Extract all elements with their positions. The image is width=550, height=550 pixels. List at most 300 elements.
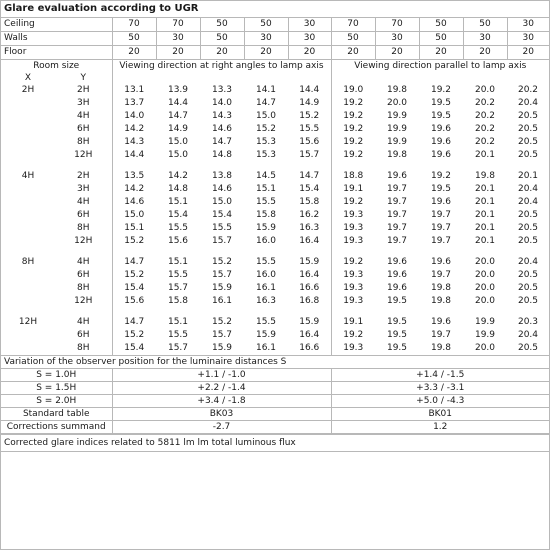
ugr-value: 19.5: [386, 343, 408, 353]
spacer-cell: [112, 72, 331, 84]
ugr-value: 15.4: [299, 184, 320, 194]
ugr-row: [1, 136, 549, 149]
ugr-value: 19.7: [386, 197, 408, 207]
reflectance-value: 30: [375, 32, 419, 46]
variation-row: [1, 382, 549, 395]
ugr-value: 14.3: [211, 111, 233, 121]
ugr-value: 20.0: [474, 296, 496, 306]
ugr-value: 20.2: [474, 124, 496, 134]
ugr-row: [1, 170, 549, 183]
variation-right-angles: +1.1 / -1.0: [112, 369, 331, 382]
ugr-value: 15.5: [167, 330, 189, 340]
room-x: 8H: [21, 257, 35, 267]
ugr-value: 15.5: [255, 197, 277, 207]
ugr-row: [1, 269, 549, 282]
ugr-row: [1, 222, 549, 235]
flux-note: Corrected glare indices related to 5811 lm lm total luminous flux: [1, 434, 549, 452]
reflectance-value: 30: [156, 32, 200, 46]
reflectance-value: 20: [156, 46, 200, 60]
corrections-row: [1, 421, 549, 434]
ugr-row: [1, 329, 549, 342]
reflectance-value: 20: [200, 46, 244, 60]
room-x: 2H: [21, 85, 35, 95]
room-y: 4H: [77, 197, 90, 207]
ugr-value: 15.5: [167, 223, 189, 233]
room-x: [1, 222, 55, 235]
variation-row: [1, 395, 549, 408]
ugr-value: 20.0: [474, 257, 496, 267]
spacing-label: S = 1.5H: [1, 382, 112, 395]
room-x: [1, 97, 55, 110]
ugr-value: 19.2: [331, 136, 375, 149]
ugr-value: 19.8: [386, 150, 408, 160]
reflectance-row: [1, 46, 549, 60]
ugr-value: 14.7: [112, 316, 156, 329]
ugr-value: 19.7: [430, 223, 452, 233]
room-y: 4H: [77, 317, 90, 327]
ugr-value: 19.6: [430, 124, 452, 134]
ugr-value: 14.7: [299, 171, 320, 181]
spacing-label: S = 1.0H: [1, 369, 112, 382]
reflectance-label: Ceiling: [1, 18, 112, 32]
ugr-value: 13.8: [211, 171, 233, 181]
ugr-value: 20.2: [474, 137, 496, 147]
room-x: [1, 136, 55, 149]
ugr-value: 20.0: [474, 283, 496, 293]
room-y: 6H: [77, 210, 90, 220]
ugr-value: 14.0: [112, 110, 156, 123]
reflectance-label: Walls: [1, 32, 112, 46]
ugr-value: 20.4: [517, 184, 539, 194]
variation-title: Variation of the observer position for the luminaire distances S: [1, 356, 549, 369]
ugr-value: 19.7: [430, 330, 452, 340]
ugr-value: 18.8: [331, 170, 375, 183]
ugr-value: 20.4: [517, 98, 539, 108]
corrections-parallel: 1.2: [331, 421, 549, 434]
ugr-value: 15.0: [255, 111, 277, 121]
ugr-value: 15.9: [211, 343, 233, 353]
ugr-value: 19.2: [430, 171, 452, 181]
room-y: 12H: [74, 236, 93, 246]
ugr-value: 15.1: [255, 184, 277, 194]
ugr-value: 19.5: [386, 317, 408, 327]
ugr-value: 19.2: [331, 97, 375, 110]
reflectance-value: 50: [200, 18, 244, 32]
reflectance-value: 20: [463, 46, 507, 60]
ugr-value: 19.5: [430, 184, 452, 194]
reflectance-value: 50: [112, 32, 156, 46]
ugr-value: 20.5: [517, 270, 539, 280]
ugr-value: 19.3: [331, 209, 375, 222]
ugr-value: 19.5: [430, 111, 452, 121]
ugr-value: 20.5: [517, 343, 539, 353]
ugr-value: 20.4: [517, 257, 539, 267]
reflectance-value: 50: [419, 18, 463, 32]
ugr-value: 19.2: [331, 110, 375, 123]
standard-table-parallel: BK01: [331, 408, 549, 421]
ugr-value: 16.6: [299, 283, 320, 293]
reflectance-value: 20: [419, 46, 463, 60]
ugr-value: 15.0: [112, 209, 156, 222]
ugr-value: 14.2: [167, 171, 189, 181]
room-y: 8H: [77, 223, 90, 233]
ugr-value: 19.8: [430, 283, 452, 293]
ugr-value: 19.9: [386, 124, 408, 134]
ugr-value: 19.9: [386, 137, 408, 147]
room-y: 6H: [77, 270, 90, 280]
ugr-value: 20.0: [474, 343, 496, 353]
ugr-value: 13.9: [167, 85, 189, 95]
reflectance-value: 50: [331, 32, 375, 46]
reflectance-row: [1, 18, 549, 32]
right-angles-caption: Viewing direction at right angles to lamp axis: [112, 60, 331, 73]
room-x: [1, 342, 55, 356]
ugr-value: 19.5: [386, 296, 408, 306]
ugr-value: 15.7: [167, 283, 189, 293]
ugr-value: 15.6: [299, 137, 320, 147]
ugr-value: 15.2: [112, 235, 156, 248]
ugr-value: 19.7: [386, 236, 408, 246]
reflectance-value: 30: [288, 18, 331, 32]
ugr-value: 20.1: [474, 236, 496, 246]
ugr-value: 15.5: [299, 124, 320, 134]
ugr-value: 19.9: [474, 317, 496, 327]
room-y: 12H: [74, 296, 93, 306]
ugr-row: [1, 123, 549, 136]
x-label: X: [24, 73, 32, 83]
room-x: [1, 295, 55, 308]
ugr-value: 14.4: [112, 149, 156, 162]
room-y: 8H: [77, 343, 90, 353]
corrections-right-angles: -2.7: [112, 421, 331, 434]
ugr-value: 19.7: [430, 236, 452, 246]
ugr-value: 15.4: [112, 282, 156, 295]
caption-row: [1, 60, 549, 73]
ugr-value: 19.6: [430, 150, 452, 160]
room-y: 8H: [77, 283, 90, 293]
ugr-value: 19.1: [331, 183, 375, 196]
ugr-table: [1, 18, 549, 434]
ugr-value: 15.0: [167, 150, 189, 160]
ugr-value: 14.9: [299, 98, 320, 108]
ugr-value: 15.5: [255, 317, 277, 327]
ugr-value: 16.8: [299, 296, 320, 306]
ugr-value: 19.6: [430, 197, 452, 207]
ugr-value: 19.1: [331, 316, 375, 329]
ugr-value: 15.9: [299, 257, 320, 267]
room-y: 8H: [77, 137, 90, 147]
variation-right-angles: +3.4 / -1.8: [112, 395, 331, 408]
reflectance-value: 30: [507, 32, 549, 46]
ugr-value: 15.6: [167, 236, 189, 246]
room-y: 3H: [77, 184, 90, 194]
ugr-value: 20.1: [474, 197, 496, 207]
standard-table-row: [1, 408, 549, 421]
ugr-value: 16.0: [255, 236, 277, 246]
ugr-value: 20.5: [517, 210, 539, 220]
ugr-value: 13.7: [112, 97, 156, 110]
reflectance-value: 70: [156, 18, 200, 32]
room-x: 12H: [18, 317, 38, 327]
ugr-row: [1, 84, 549, 97]
ugr-value: 15.2: [211, 257, 233, 267]
ugr-value: 15.8: [167, 296, 189, 306]
standard-table-label: Standard table: [1, 408, 112, 421]
ugr-value: 20.0: [474, 85, 496, 95]
ugr-value: 19.6: [386, 257, 408, 267]
room-size-label: Room size: [33, 61, 80, 71]
ugr-value: 19.5: [386, 330, 408, 340]
ugr-value: 19.8: [474, 171, 496, 181]
ugr-value: 19.6: [386, 270, 408, 280]
reflectance-value: 20: [507, 46, 549, 60]
ugr-value: 14.7: [211, 137, 233, 147]
ugr-value: 14.7: [167, 111, 189, 121]
ugr-value: 14.2: [112, 123, 156, 136]
group-gap: [1, 308, 549, 316]
ugr-value: 19.3: [331, 295, 375, 308]
ugr-row: [1, 235, 549, 248]
ugr-value: 20.5: [517, 124, 539, 134]
room-y: 3H: [77, 98, 90, 108]
room-x: [1, 183, 55, 196]
y-label: Y: [80, 73, 86, 83]
ugr-value: 13.3: [211, 85, 233, 95]
axis-caption-row: [1, 72, 549, 84]
ugr-value: 15.7: [211, 330, 233, 340]
parallel-caption: Viewing direction parallel to lamp axis: [331, 60, 549, 73]
room-y: 6H: [77, 330, 90, 340]
ugr-value: 15.9: [299, 317, 320, 327]
reflectance-value: 20: [112, 46, 156, 60]
room-x: [1, 110, 55, 123]
ugr-value: 15.7: [211, 236, 233, 246]
room-y: 4H: [77, 257, 90, 267]
ugr-row: [1, 256, 549, 269]
ugr-value: 19.3: [331, 282, 375, 295]
ugr-value: 20.5: [517, 236, 539, 246]
room-x: [1, 329, 55, 342]
ugr-row: [1, 97, 549, 110]
ugr-row: [1, 196, 549, 209]
ugr-value: 19.6: [430, 257, 452, 267]
ugr-value: 13.1: [112, 84, 156, 97]
ugr-value: 16.4: [299, 236, 320, 246]
ugr-value: 20.2: [474, 98, 496, 108]
ugr-value: 20.4: [517, 197, 539, 207]
ugr-value: 19.3: [331, 269, 375, 282]
ugr-value: 15.4: [112, 342, 156, 356]
ugr-value: 14.7: [255, 98, 277, 108]
ugr-row: [1, 282, 549, 295]
ugr-value: 15.4: [167, 210, 189, 220]
ugr-value: 15.1: [167, 197, 189, 207]
ugr-value: 14.0: [211, 98, 233, 108]
variation-parallel: +5.0 / -4.3: [331, 395, 549, 408]
room-x: [1, 235, 55, 248]
corrections-label: Corrections summand: [1, 421, 112, 434]
ugr-row: [1, 342, 549, 356]
ugr-value: 14.6: [211, 184, 233, 194]
ugr-value: 19.3: [331, 222, 375, 235]
room-y: 4H: [77, 111, 90, 121]
ugr-value: 20.2: [474, 111, 496, 121]
ugr-value: 16.3: [299, 223, 320, 233]
ugr-value: 20.1: [474, 210, 496, 220]
reflectance-value: 70: [112, 18, 156, 32]
room-x: [1, 123, 55, 136]
ugr-value: 15.5: [167, 270, 189, 280]
ugr-row: [1, 149, 549, 162]
room-x: [1, 282, 55, 295]
variation-title-row: [1, 356, 549, 369]
ugr-value: 19.2: [331, 329, 375, 342]
ugr-value: 19.6: [430, 137, 452, 147]
ugr-value: 16.0: [255, 270, 277, 280]
ugr-value: 15.8: [255, 210, 277, 220]
ugr-value: 15.9: [255, 330, 277, 340]
ugr-value: 14.1: [255, 85, 277, 95]
sheet-title: Glare evaluation according to UGR: [1, 1, 549, 18]
ugr-value: 14.8: [211, 150, 233, 160]
ugr-value: 15.5: [211, 223, 233, 233]
reflectance-value: 30: [507, 18, 549, 32]
reflectance-value: 70: [375, 18, 419, 32]
reflectance-row: [1, 32, 549, 46]
ugr-row: [1, 110, 549, 123]
ugr-value: 19.0: [331, 84, 375, 97]
spacing-label: S = 2.0H: [1, 395, 112, 408]
ugr-value: 19.8: [430, 343, 452, 353]
ugr-value: 15.7: [299, 150, 320, 160]
ugr-value: 20.5: [517, 296, 539, 306]
ugr-value: 15.6: [112, 295, 156, 308]
ugr-value: 20.4: [517, 330, 539, 340]
variation-row: [1, 369, 549, 382]
ugr-value: 14.3: [112, 136, 156, 149]
ugr-value: 19.6: [430, 317, 452, 327]
ugr-value: 19.6: [386, 283, 408, 293]
ugr-value: 16.1: [255, 283, 277, 293]
room-x: 4H: [21, 171, 35, 181]
ugr-value: 14.2: [112, 183, 156, 196]
reflectance-value: 30: [288, 32, 331, 46]
ugr-value: 19.8: [430, 296, 452, 306]
ugr-value: 15.1: [167, 317, 189, 327]
room-x: [1, 209, 55, 222]
ugr-value: 15.3: [255, 137, 277, 147]
ugr-value: 16.4: [299, 330, 320, 340]
variation-right-angles: +2.2 / -1.4: [112, 382, 331, 395]
ugr-row: [1, 295, 549, 308]
ugr-value: 16.4: [299, 270, 320, 280]
ugr-value: 16.1: [211, 296, 233, 306]
ugr-value: 15.9: [211, 283, 233, 293]
ugr-value: 19.7: [386, 184, 408, 194]
ugr-value: 14.5: [255, 171, 277, 181]
ugr-value: 14.9: [167, 124, 189, 134]
standard-table-right-angles: BK03: [112, 408, 331, 421]
ugr-value: 15.8: [299, 197, 320, 207]
ugr-value: 15.7: [211, 270, 233, 280]
ugr-value: 15.3: [255, 150, 277, 160]
ugr-value: 15.1: [167, 257, 189, 267]
ugr-value: 20.1: [474, 184, 496, 194]
ugr-value: 19.2: [430, 85, 452, 95]
ugr-value: 20.5: [517, 111, 539, 121]
ugr-value: 20.5: [517, 283, 539, 293]
ugr-value: 14.8: [167, 184, 189, 194]
room-x: [1, 196, 55, 209]
ugr-value: 13.5: [112, 170, 156, 183]
ugr-value: 15.0: [211, 197, 233, 207]
reflectance-value: 70: [331, 18, 375, 32]
ugr-value: 15.4: [211, 210, 233, 220]
ugr-value: 19.6: [386, 171, 408, 181]
reflectance-value: 30: [463, 32, 507, 46]
group-gap: [1, 162, 549, 170]
ugr-value: 19.7: [386, 223, 408, 233]
ugr-value: 14.4: [299, 85, 320, 95]
ugr-value: 20.5: [517, 137, 539, 147]
ugr-value: 15.2: [112, 329, 156, 342]
ugr-value: 19.7: [430, 270, 452, 280]
ugr-value: 20.0: [474, 270, 496, 280]
ugr-value: 15.2: [255, 124, 277, 134]
ugr-value: 20.5: [517, 150, 539, 160]
room-y: 6H: [77, 124, 90, 134]
ugr-value: 19.9: [386, 111, 408, 121]
reflectance-value: 50: [419, 32, 463, 46]
ugr-value: 20.1: [517, 171, 539, 181]
ugr-value: 15.2: [211, 317, 233, 327]
ugr-value: 19.3: [331, 235, 375, 248]
ugr-value: 15.1: [112, 222, 156, 235]
ugr-value: 14.7: [112, 256, 156, 269]
ugr-row: [1, 183, 549, 196]
reflectance-value: 20: [288, 46, 331, 60]
ugr-value: 19.2: [331, 149, 375, 162]
ugr-value: 16.3: [255, 296, 277, 306]
variation-parallel: +1.4 / -1.5: [331, 369, 549, 382]
room-x: [1, 269, 55, 282]
ugr-value: 15.2: [299, 111, 320, 121]
ugr-value: 19.8: [386, 85, 408, 95]
reflectance-value: 20: [244, 46, 288, 60]
room-y: 2H: [77, 85, 90, 95]
variation-parallel: +3.3 / -3.1: [331, 382, 549, 395]
ugr-value: 20.1: [474, 223, 496, 233]
reflectance-value: 50: [463, 18, 507, 32]
ugr-value: 19.5: [430, 98, 452, 108]
room-x: [1, 149, 55, 162]
ugr-value: 14.4: [167, 98, 189, 108]
ugr-value: 15.0: [167, 137, 189, 147]
ugr-value: 19.3: [331, 342, 375, 356]
group-gap: [1, 248, 549, 256]
spacer-cell: [331, 72, 549, 84]
ugr-value: 14.6: [211, 124, 233, 134]
reflectance-value: 30: [244, 32, 288, 46]
reflectance-value: 20: [331, 46, 375, 60]
ugr-value: 20.5: [517, 223, 539, 233]
reflectance-label: Floor: [1, 46, 112, 60]
ugr-value: 15.7: [167, 343, 189, 353]
ugr-row: [1, 209, 549, 222]
ugr-value: 20.2: [517, 85, 539, 95]
ugr-value: 19.7: [430, 210, 452, 220]
ugr-value: 19.2: [331, 123, 375, 136]
